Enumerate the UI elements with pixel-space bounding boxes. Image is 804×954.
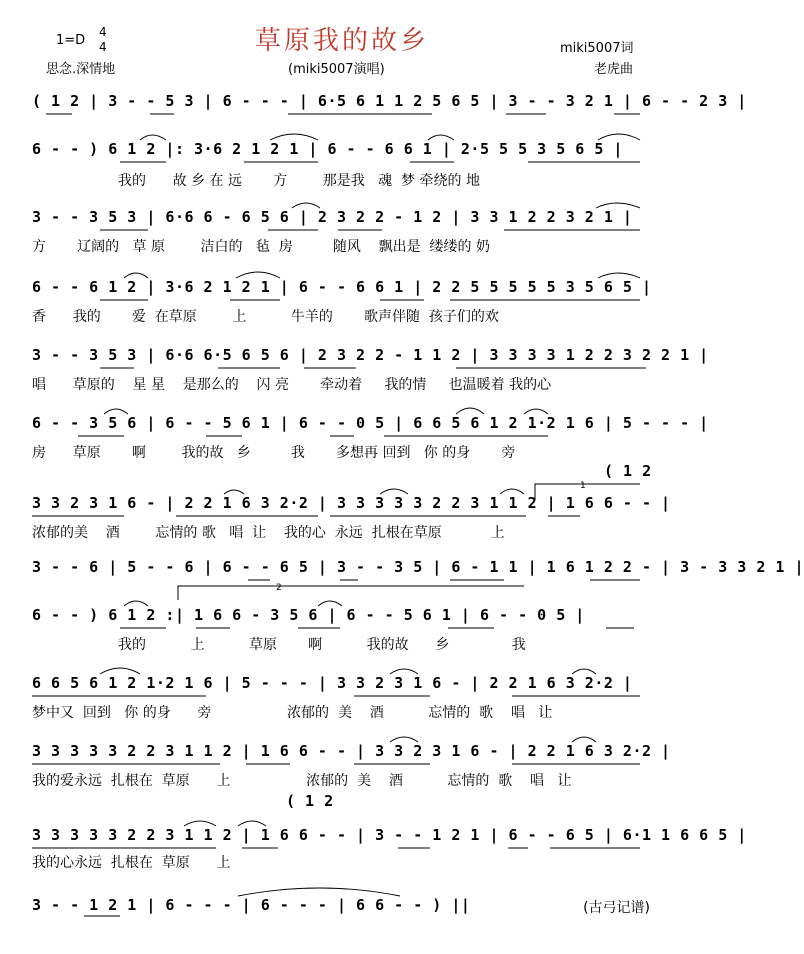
notation-row-9: 6 - - ) 6 1 2 :| 1 6 6 - 3 5 6 | 6 - - 5 6 1 | 6 - - 0 5 | <box>32 606 585 624</box>
performer-credit: (miki5007演唱) <box>288 62 385 77</box>
lyricist-credit: miki5007词 <box>560 41 634 56</box>
lyric-row-6: 房 草原 啊 我的故 乡 我 多想再 回到 你 的身 旁 <box>32 445 516 461</box>
notation-row-13: 3 - - 1 2 1 | 6 - - - | 6 - - - | 6 6 - - ) || <box>32 896 471 914</box>
time-signature-bottom: 4 <box>99 40 107 54</box>
intro-repeat-marker-2: ( 1 2 <box>286 792 344 810</box>
lyric-row-5: 唱 草原的 星 星 是那么的 闪 亮 牵动着 我的情 也温暖着 我的心 <box>32 377 552 393</box>
notation-row-2: 6 - - ) 6 1 2 |: 3·6 2 1 2 1 | 6 - - 6 6 1 | 2·5 5 5 3 5 6 5 | <box>32 140 623 158</box>
lyric-row-4: 香 我的 爱 在草原 上 牛羊的 歌声伴随 孩子们的欢 <box>32 309 499 325</box>
notation-row-11: 3 3 3 3 3 2 2 3 1 1 2 | 1 6 6 - - | 3 3 2 3 1 6 - | 2 2 1 6 3 2·2 | <box>32 742 671 760</box>
volta-second-label: 2 <box>276 583 282 593</box>
notation-row-3: 3 - - 3 5 3 | 6·6 6 - 6 5 6 | 2 3 2 2 - 1 2 | 3 3 1 2 2 3 2 1 | <box>32 208 633 226</box>
notation-row-5: 3 - - 3 5 3 | 6·6 6·5 6 5 6 | 2 3 2 2 - 1 1 2 | 3 3 3 3 1 2 2 3 2 2 1 | <box>32 346 709 364</box>
lyric-row-11: 我的爱永远 扎根在 草原 上 浓郁的 美 酒 忘情的 歌 唱 让 <box>32 773 572 789</box>
lyric-row-2: 我的 故 乡 在 远 方 那是我 魂 梦 牵绕的 地 <box>118 173 480 189</box>
lyric-row-7: 浓郁的美 酒 忘情的 歌 唱 让 我的心 永远 扎根在草原 上 <box>32 525 505 541</box>
composer-credit: 老虎曲 <box>594 62 634 77</box>
lyric-row-3: 方 辽阔的 草 原 洁白的 毡 房 随风 飘出是 缕缕的 奶 <box>32 239 491 255</box>
notation-row-1: ( 1 2 | 3 - - 5 3 | 6 - - - | 6·5 6 1 1 2 5 6 5 | 3 - - 3 2 1 | 6 - - 2 3 | <box>32 92 747 110</box>
key-signature: 1=D <box>56 33 86 48</box>
notation-row-6: 6 - - 3 5 6 | 6 - - 5 6 1 | 6 - - 0 5 | 6 6 5 6 1 2 1·2 1 6 | 5 - - - | <box>32 414 709 432</box>
expression-mark: 思念.深情地 <box>46 62 116 77</box>
notation-row-8: 3 - - 6 | 5 - - 6 | 6 - - 6 5 | 3 - - 3 5 | 6 - 1 1 | 1 6 1 2 2 - | 3 - 3 3 2 1 | <box>32 558 804 576</box>
transcriber-credit: (古弓记谱) <box>583 900 650 916</box>
notation-row-7: 3 3 2 3 1 6 - | 2 2 1 6 3 2·2 | 3 3 3 3 3 2 2 3 1 1 2 | 1 6 6 - - | <box>32 494 671 512</box>
notation-row-10: 6 6 5 6 1 2 1·2 1 6 | 5 - - - | 3 3 2 3 1 6 - | 2 2 1 6 3 2·2 | <box>32 674 633 692</box>
notation-row-12: 3 3 3 3 3 2 2 3 1 1 2 | 1 6 6 - - | 3 - - 1 2 1 | 6 - - 6 5 | 6·1 1 6 6 5 | <box>32 826 747 844</box>
lyric-row-10: 梦中又 回到 你 的身 旁 浓郁的 美 酒 忘情的 歌 唱 让 <box>32 705 553 721</box>
time-signature-top: 4 <box>99 25 107 39</box>
volta-first-label: 1 <box>580 481 586 491</box>
intro-repeat-marker-1: ( 1 2 <box>604 462 662 480</box>
lyric-row-9: 我的 上 草原 啊 我的故 乡 我 <box>118 637 526 653</box>
lyric-row-12: 我的心永远 扎根在 草原 上 <box>32 855 231 871</box>
notation-row-4: 6 - - 6 1 2 | 3·6 2 1 2 1 | 6 - - 6 6 1 | 2 2 5 5 5 5 5 3 5 6 5 | <box>32 278 652 296</box>
song-title: 草原我的故乡 <box>254 26 429 56</box>
